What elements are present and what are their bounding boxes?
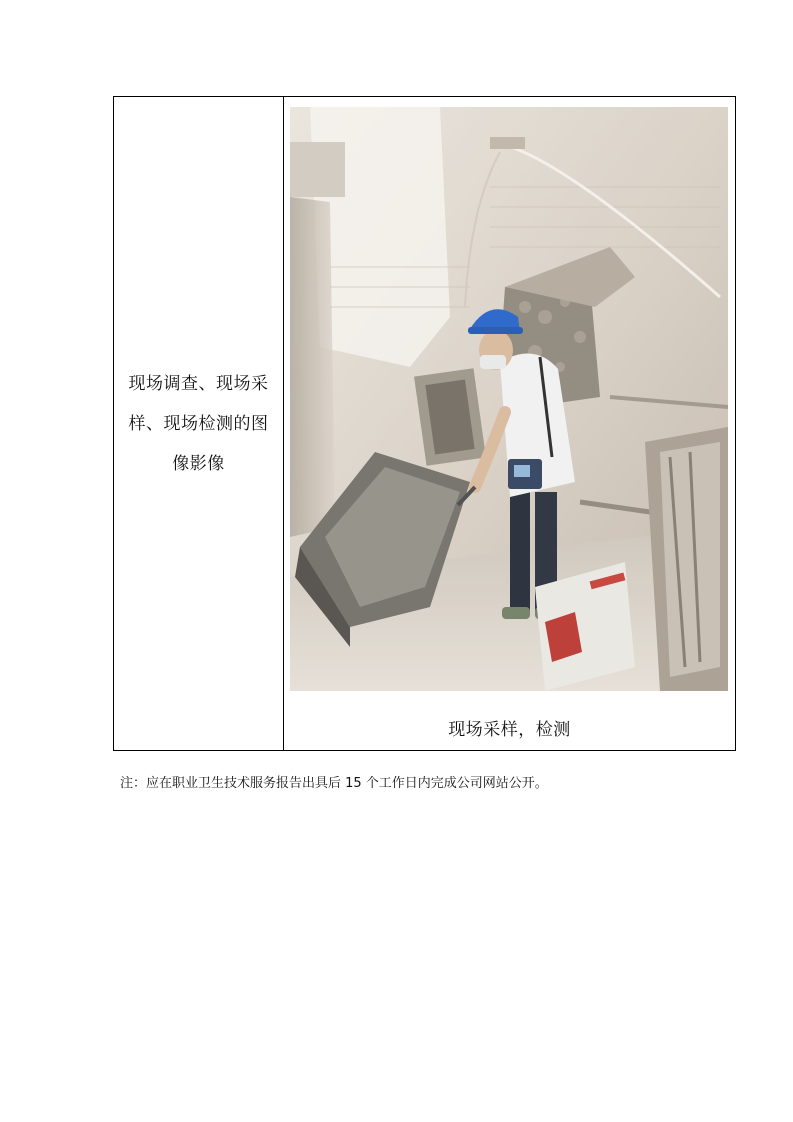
footnote: 注：应在职业卫生技术服务报告出具后 15 个工作日内完成公司网站公开。 bbox=[120, 776, 548, 791]
table-row bbox=[114, 97, 736, 751]
row-label: 现场调查、现场采样、现场检测的图像影像 bbox=[128, 373, 269, 474]
photo-cell bbox=[284, 97, 736, 751]
label-cell bbox=[114, 97, 284, 751]
site-photo-illustration bbox=[290, 107, 728, 691]
photo-caption: 现场采样，检测 bbox=[448, 720, 571, 740]
image-record-table bbox=[113, 96, 736, 751]
site-photo bbox=[290, 107, 728, 691]
